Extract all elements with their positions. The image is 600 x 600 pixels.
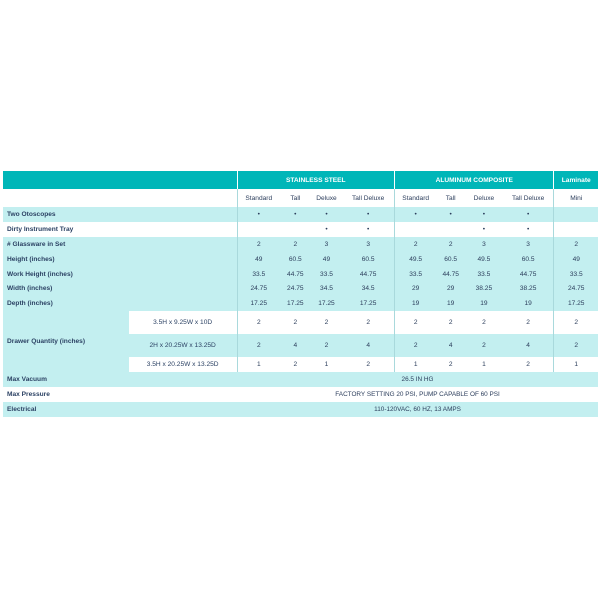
cell: 19 — [503, 296, 554, 311]
spec-table — [3, 171, 598, 417]
max-pressure-value: FACTORY SETTING 20 PSI, PUMP CAPABLE OF 60 PSI — [237, 387, 598, 402]
cell: 60.5 — [342, 252, 394, 267]
row-label: Work Height (inches) — [3, 267, 237, 282]
cell: • — [465, 222, 503, 237]
cell: 49.5 — [465, 252, 503, 267]
cell — [436, 222, 465, 237]
cell: 3 — [503, 237, 554, 252]
cell: • — [237, 207, 280, 222]
cell: 24.75 — [554, 281, 598, 296]
cell: 24.75 — [237, 281, 280, 296]
row-max-pressure — [3, 387, 598, 402]
row-label: Height (inches) — [3, 252, 237, 267]
cell: • — [311, 207, 343, 222]
cell: 33.5 — [394, 267, 436, 282]
cell: 2 — [342, 311, 394, 334]
cell: • — [503, 207, 554, 222]
col-header: Deluxe — [311, 189, 343, 207]
row-height — [3, 252, 598, 267]
cell: 33.5 — [465, 267, 503, 282]
drawer-quantity-label: Drawer Quantity (inches) — [3, 311, 129, 372]
cell: 34.5 — [311, 281, 343, 296]
cell: 38.25 — [503, 281, 554, 296]
cell: 44.75 — [503, 267, 554, 282]
cell: 33.5 — [311, 267, 343, 282]
cell: • — [394, 207, 436, 222]
row-work-height — [3, 267, 598, 282]
cell — [554, 222, 598, 237]
cell: 2 — [394, 334, 436, 357]
cell: 1 — [311, 357, 343, 372]
max-vacuum-value: 26.5 IN HG — [237, 372, 598, 387]
group-stainless-steel: STAINLESS STEEL — [237, 171, 394, 189]
cell: • — [342, 222, 394, 237]
cell: 24.75 — [280, 281, 311, 296]
row-width — [3, 281, 598, 296]
cell: 2 — [465, 334, 503, 357]
cell: 44.75 — [280, 267, 311, 282]
cell: 49.5 — [394, 252, 436, 267]
cell: 2 — [280, 357, 311, 372]
cell: 3 — [465, 237, 503, 252]
cell: 2 — [311, 334, 343, 357]
row-two-otoscopes — [3, 207, 598, 222]
cell: 2 — [237, 311, 280, 334]
cell: 2 — [554, 237, 598, 252]
electrical-value: 110-120VAC, 60 HZ, 13 AMPS — [237, 402, 598, 417]
row-label: Max Pressure — [3, 387, 237, 402]
cell: • — [311, 222, 343, 237]
cell: 44.75 — [342, 267, 394, 282]
cell: 4 — [503, 334, 554, 357]
cell: 2 — [394, 311, 436, 334]
col-header: Standard — [394, 189, 436, 207]
cell: 2 — [280, 237, 311, 252]
cell: 1 — [465, 357, 503, 372]
col-header: Tall — [280, 189, 311, 207]
col-header: Tall — [436, 189, 465, 207]
cell: 34.5 — [342, 281, 394, 296]
corner-cell — [3, 189, 237, 207]
cell: 4 — [342, 334, 394, 357]
cell: 1 — [394, 357, 436, 372]
cell: 2 — [311, 311, 343, 334]
cell — [554, 207, 598, 222]
cell: 1 — [554, 357, 598, 372]
cell: 2 — [554, 311, 598, 334]
cell: 49 — [554, 252, 598, 267]
cell: 2 — [554, 334, 598, 357]
row-label: Width (inches) — [3, 281, 237, 296]
material-group-header — [3, 171, 598, 189]
model-column-header — [3, 189, 598, 207]
row-label: Dirty Instrument Tray — [3, 222, 237, 237]
cell: • — [503, 222, 554, 237]
col-header: Tall Deluxe — [503, 189, 554, 207]
cell — [280, 222, 311, 237]
cell: 60.5 — [280, 252, 311, 267]
row-drawer-size-1 — [3, 311, 598, 334]
cell: 17.25 — [554, 296, 598, 311]
cell — [394, 222, 436, 237]
row-label: # Glassware in Set — [3, 237, 237, 252]
group-laminate: Laminate — [554, 171, 598, 189]
row-glassware — [3, 237, 598, 252]
cell: 2 — [436, 357, 465, 372]
cell: 60.5 — [436, 252, 465, 267]
cell: 3 — [311, 237, 343, 252]
cell: 2 — [280, 311, 311, 334]
cell: 19 — [465, 296, 503, 311]
cell: 2 — [394, 237, 436, 252]
cell: 19 — [436, 296, 465, 311]
drawer-size: 2H x 20.25W x 13.25D — [129, 334, 237, 357]
row-dirty-instrument-tray — [3, 222, 598, 237]
cell: 60.5 — [503, 252, 554, 267]
cell: 2 — [436, 311, 465, 334]
drawer-size: 3.5H x 20.25W x 13.25D — [129, 357, 237, 372]
cell: 2 — [342, 357, 394, 372]
cell: 33.5 — [237, 267, 280, 282]
row-label: Two Otoscopes — [3, 207, 237, 222]
cell: 2 — [503, 311, 554, 334]
row-label: Max Vacuum — [3, 372, 237, 387]
cell: 17.25 — [280, 296, 311, 311]
cell: 17.25 — [237, 296, 280, 311]
drawer-size: 3.5H x 9.25W x 10D — [129, 311, 237, 334]
cell: 33.5 — [554, 267, 598, 282]
cell: • — [342, 207, 394, 222]
col-header: Deluxe — [465, 189, 503, 207]
cell: 49 — [237, 252, 280, 267]
corner-cell — [3, 171, 237, 189]
row-label: Depth (inches) — [3, 296, 237, 311]
cell — [237, 222, 280, 237]
row-depth — [3, 296, 598, 311]
cell: 2 — [436, 237, 465, 252]
cell: • — [436, 207, 465, 222]
cell: • — [465, 207, 503, 222]
cell: 29 — [436, 281, 465, 296]
col-header: Tall Deluxe — [342, 189, 394, 207]
cell: 4 — [280, 334, 311, 357]
cell: 19 — [394, 296, 436, 311]
row-max-vacuum — [3, 372, 598, 387]
cell: 17.25 — [311, 296, 343, 311]
col-header: Standard — [237, 189, 280, 207]
cell: 49 — [311, 252, 343, 267]
cell: 44.75 — [436, 267, 465, 282]
cell: 2 — [237, 334, 280, 357]
cell: 2 — [237, 237, 280, 252]
cell: 2 — [465, 311, 503, 334]
cell: 29 — [394, 281, 436, 296]
row-label: Electrical — [3, 402, 237, 417]
cell: 17.25 — [342, 296, 394, 311]
cell: 2 — [503, 357, 554, 372]
cell: 4 — [436, 334, 465, 357]
col-header: Mini — [554, 189, 598, 207]
cell: 38.25 — [465, 281, 503, 296]
group-aluminum-composite: ALUMINUM COMPOSITE — [394, 171, 553, 189]
cell: 1 — [237, 357, 280, 372]
row-electrical — [3, 402, 598, 417]
cell: 3 — [342, 237, 394, 252]
cell: • — [280, 207, 311, 222]
